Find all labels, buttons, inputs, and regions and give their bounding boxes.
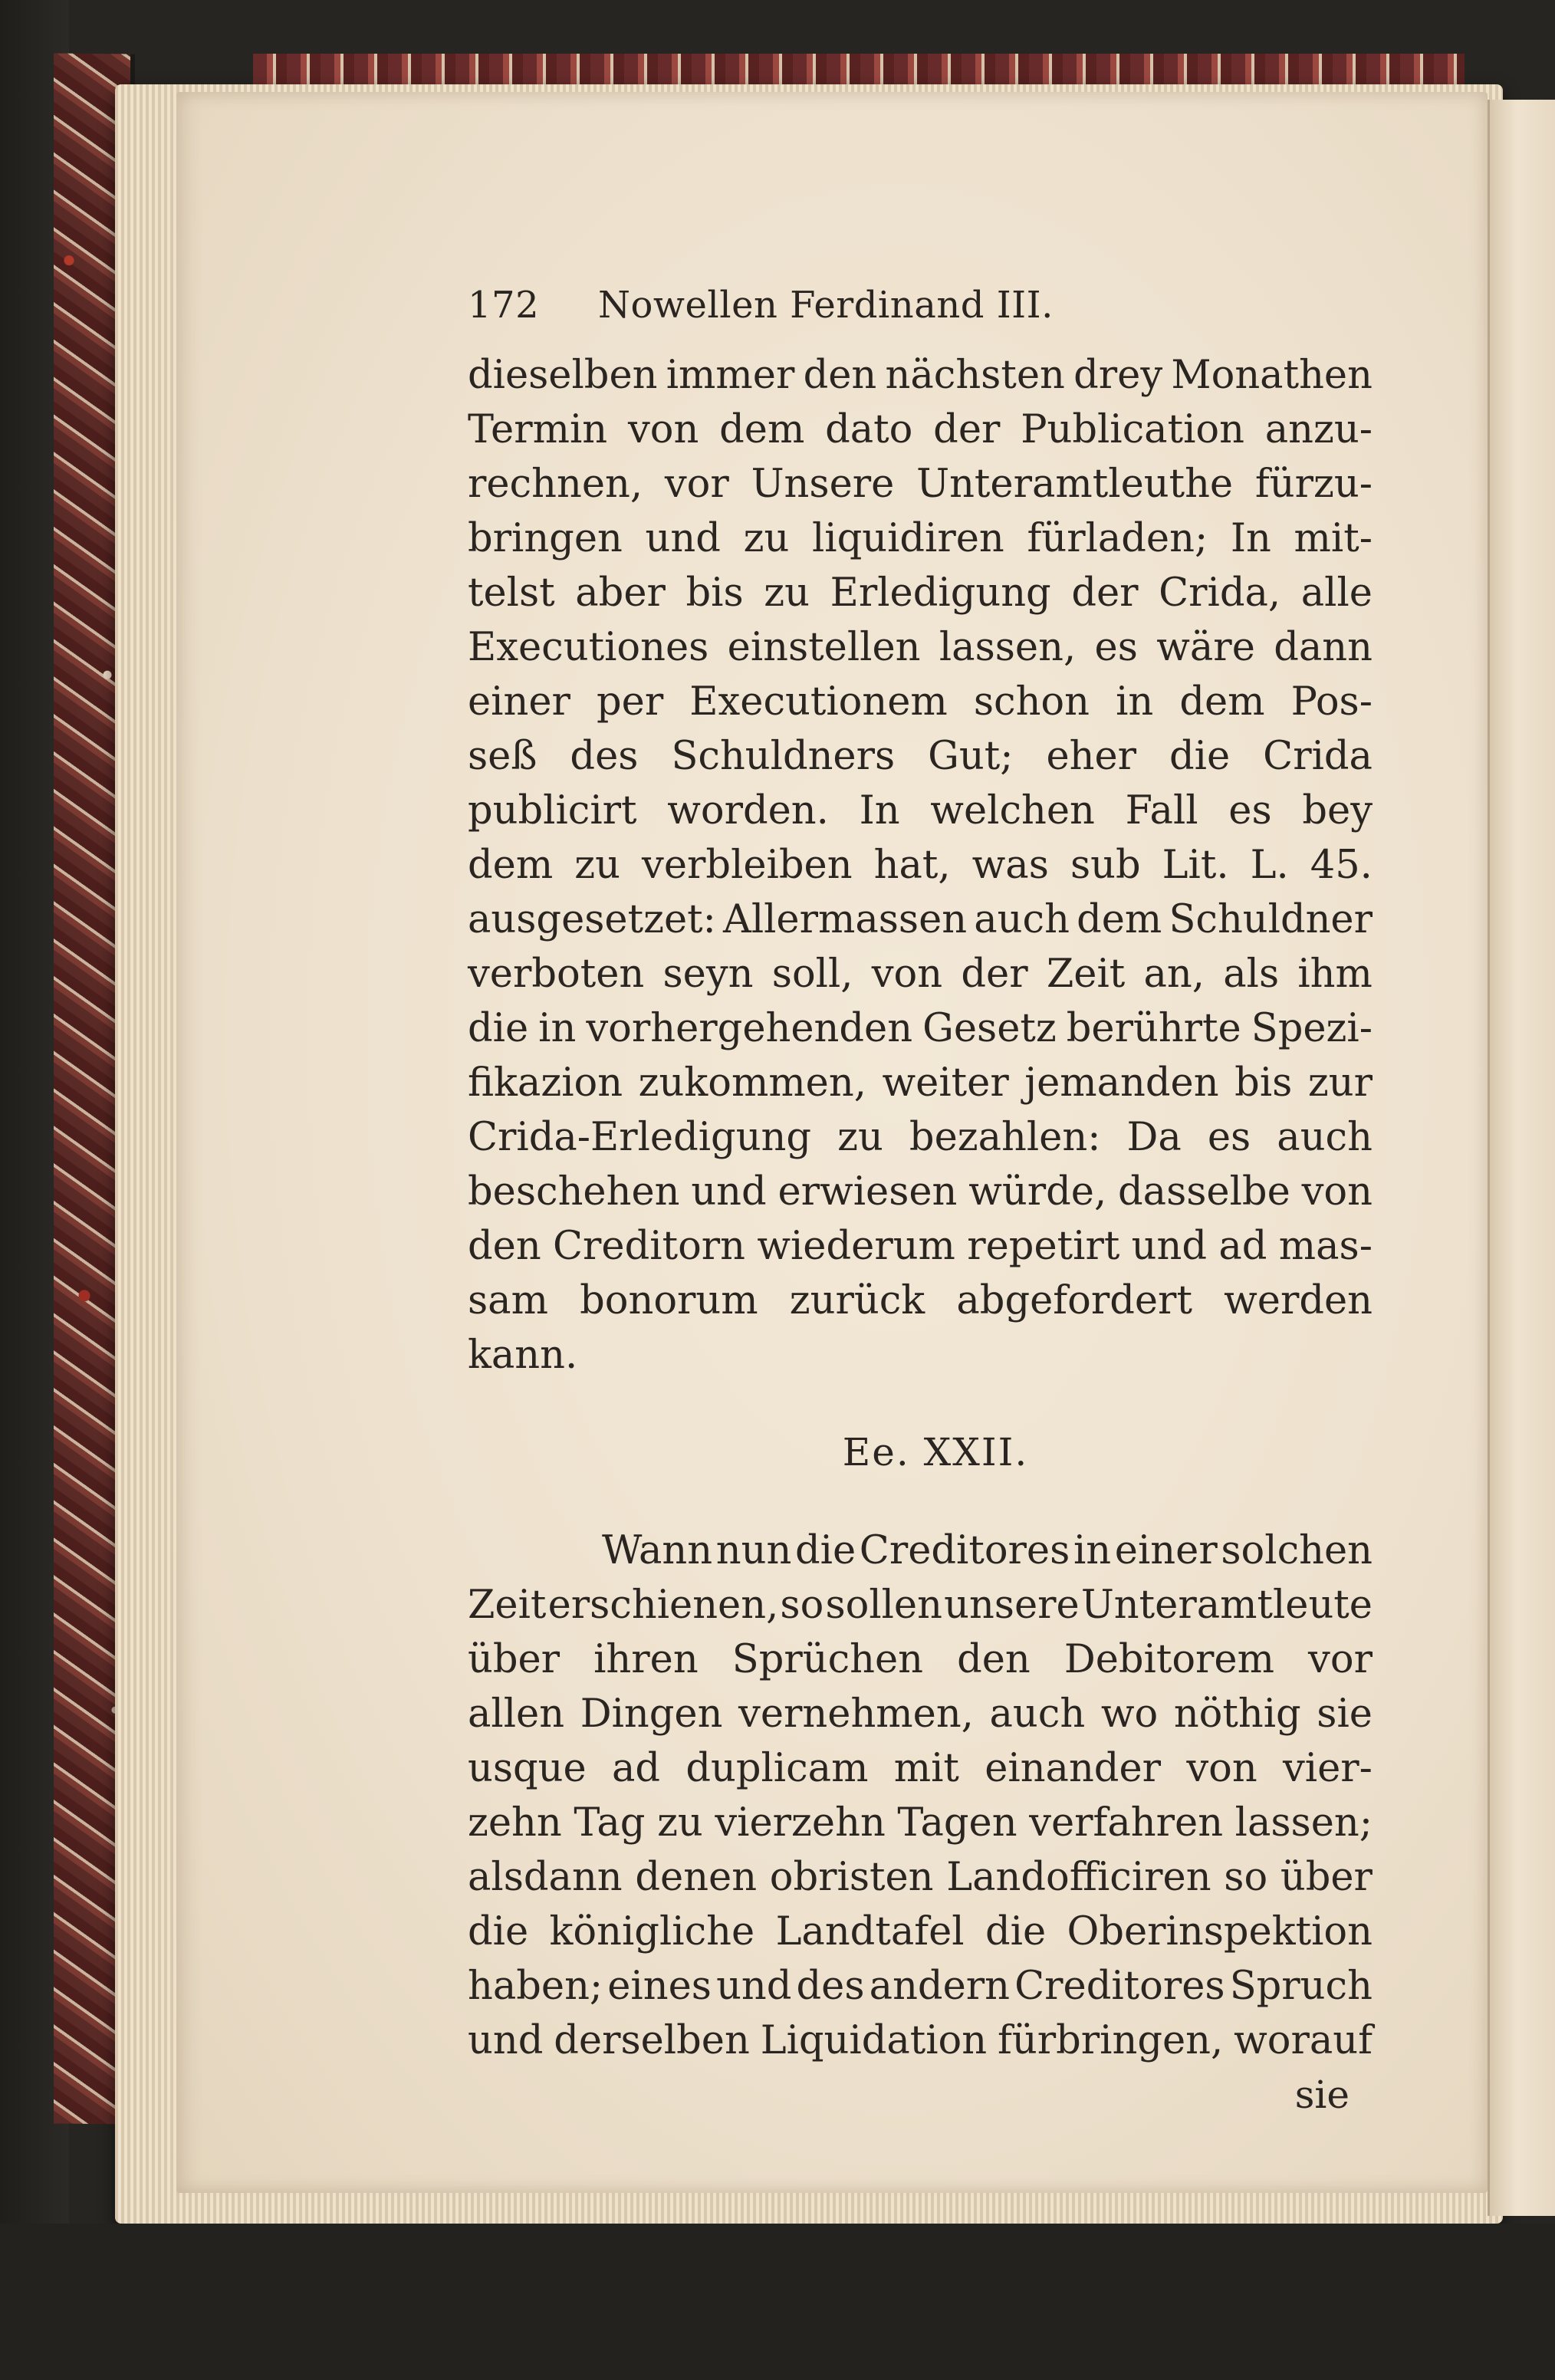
- word: Creditores: [1014, 1964, 1225, 2009]
- word: des: [570, 734, 639, 779]
- word: fürladen;: [1027, 516, 1208, 561]
- word: in: [1116, 679, 1154, 725]
- word: vorhergehenden: [586, 1006, 913, 1051]
- word: liquidiren: [811, 516, 1004, 561]
- word: Unsere: [751, 462, 895, 507]
- word: auch: [974, 897, 1070, 942]
- word: telst: [468, 570, 555, 616]
- word: andern: [869, 1964, 1010, 2009]
- word: als: [1223, 952, 1280, 997]
- word: allen: [468, 1691, 565, 1737]
- word: abgefordert: [956, 1278, 1192, 1323]
- word: in: [538, 1006, 577, 1051]
- word: Lit.: [1162, 843, 1229, 888]
- word: dem: [1179, 679, 1265, 725]
- word: Crida: [1263, 734, 1373, 779]
- word: verbleiben: [642, 843, 853, 888]
- word: L.: [1250, 843, 1289, 888]
- word: vor: [664, 462, 729, 507]
- word: Fall: [1125, 788, 1198, 833]
- word: wiederum: [757, 1224, 955, 1269]
- word: zu: [764, 570, 810, 616]
- word: jemanden: [1024, 1060, 1219, 1106]
- word: dem: [719, 407, 805, 452]
- word: denen: [635, 1855, 758, 1900]
- word: und: [1131, 1224, 1208, 1269]
- word: Tagen: [897, 1800, 1017, 1846]
- word: ausgesetzet:: [468, 897, 716, 942]
- word: ihren: [593, 1637, 699, 1682]
- word: ad: [1218, 1224, 1267, 1269]
- word: es: [1228, 788, 1272, 833]
- word: Creditores: [859, 1528, 1070, 1573]
- word: die: [468, 1909, 529, 1954]
- word: den: [957, 1637, 1031, 1682]
- word: wo: [1100, 1691, 1159, 1737]
- word: und: [691, 1169, 767, 1215]
- word: bey: [1302, 788, 1373, 833]
- word: Publication: [1021, 407, 1244, 452]
- text-line: [468, 1741, 1373, 1796]
- text-line: [468, 1001, 1373, 1056]
- text-line: [468, 1219, 1373, 1274]
- word: es: [1094, 625, 1138, 670]
- word: nöthig: [1173, 1691, 1301, 1737]
- word: was: [971, 843, 1049, 888]
- word: vor: [1308, 1637, 1373, 1682]
- word: bonorum: [580, 1278, 758, 1323]
- word: sub: [1070, 843, 1141, 888]
- word: des: [796, 1964, 865, 2009]
- word: kann.: [468, 1333, 578, 1378]
- text-line: [468, 620, 1373, 675]
- word: Spruch: [1229, 1964, 1373, 2009]
- text-line: [468, 511, 1373, 566]
- word: vier-: [1283, 1746, 1373, 1791]
- word: dem: [468, 843, 554, 888]
- text-line: [468, 947, 1373, 1001]
- word: Oberinspektion: [1067, 1909, 1373, 1954]
- word: königliche: [549, 1909, 755, 1954]
- word: zurück: [789, 1278, 925, 1323]
- word: Schuldner: [1169, 897, 1373, 942]
- word: obristen: [769, 1855, 934, 1900]
- word: Gesetz: [922, 1006, 1057, 1051]
- word: die: [794, 1528, 856, 1573]
- word: Zeit: [468, 1583, 547, 1628]
- word: und: [645, 516, 721, 561]
- text-line: [468, 2013, 1373, 2068]
- word: von: [1186, 1746, 1257, 1791]
- word: seß: [468, 734, 538, 779]
- page-number: 172: [468, 284, 540, 327]
- word: Dingen: [580, 1691, 723, 1737]
- text-line: [468, 1796, 1373, 1850]
- text-line: [468, 729, 1373, 784]
- word: auch: [989, 1691, 1086, 1737]
- word: sollen: [825, 1583, 942, 1628]
- dark-background-bottom: [0, 2224, 1555, 2380]
- word: über: [468, 1637, 561, 1682]
- word: fikazion: [468, 1060, 623, 1106]
- word: bis: [685, 570, 744, 616]
- word: alsdann: [468, 1855, 623, 1900]
- paragraph-1: [468, 348, 1373, 1382]
- word: wäre: [1156, 625, 1255, 670]
- word: dieselben: [468, 353, 658, 398]
- word: Creditorn: [553, 1224, 745, 1269]
- word: dasselbe: [1118, 1169, 1290, 1215]
- word: der: [1071, 570, 1139, 616]
- word: lassen,: [939, 625, 1077, 670]
- word: zu: [657, 1800, 703, 1846]
- word: Unteramtleuthe: [916, 462, 1234, 507]
- text-line: [468, 1850, 1373, 1905]
- word: dato: [825, 407, 913, 452]
- word: von: [1301, 1169, 1373, 1215]
- word: weiter: [882, 1060, 1009, 1106]
- facing-page-edge: [1488, 100, 1555, 2216]
- word: worden.: [667, 788, 829, 833]
- word: eher: [1046, 734, 1137, 779]
- word: Erledigung: [830, 570, 1051, 616]
- page-text: [468, 284, 1373, 2122]
- text-line: [468, 838, 1373, 893]
- text-line: [468, 1056, 1373, 1110]
- word: mas-: [1278, 1224, 1373, 1269]
- word: würde,: [968, 1169, 1107, 1215]
- word: duplicam: [685, 1746, 869, 1791]
- word: einander: [985, 1746, 1162, 1791]
- word: nun: [715, 1528, 792, 1573]
- text-line: [468, 1274, 1373, 1328]
- text-line: [468, 1328, 1373, 1382]
- word: den: [803, 353, 877, 398]
- word: worauf: [1234, 2018, 1373, 2063]
- word: alle: [1300, 570, 1373, 616]
- word: von: [871, 952, 943, 997]
- word: Sprüchen: [731, 1637, 924, 1682]
- word: Spezi-: [1251, 1006, 1373, 1051]
- word: erwiesen: [778, 1169, 958, 1215]
- word: rechnen,: [468, 462, 643, 507]
- word: nächsten: [885, 353, 1065, 398]
- word: usque: [468, 1746, 587, 1791]
- word: Termin: [468, 407, 608, 452]
- catchword: sie: [1294, 2073, 1350, 2117]
- word: zu: [837, 1115, 883, 1160]
- text-line: [468, 457, 1373, 511]
- word: Allermassen: [722, 897, 968, 942]
- word: Tag: [574, 1800, 646, 1846]
- word: ad: [612, 1746, 661, 1791]
- word: mit-: [1294, 516, 1373, 561]
- text-line: [468, 1578, 1373, 1632]
- word: Zeit: [1046, 952, 1126, 997]
- text-line: [468, 1165, 1373, 1219]
- word: Executionem: [689, 679, 948, 725]
- word: drey: [1073, 353, 1163, 398]
- text-line: [468, 1687, 1373, 1741]
- word: hat,: [873, 843, 951, 888]
- word: werden: [1224, 1278, 1373, 1323]
- text-line: [468, 1524, 1373, 1578]
- word: In: [859, 788, 900, 833]
- word: einer: [468, 679, 570, 725]
- text-line: [468, 1905, 1373, 1959]
- word: fürzu-: [1254, 462, 1373, 507]
- word: erschienen,: [547, 1583, 779, 1628]
- word: schon: [973, 679, 1090, 725]
- word: bringen: [468, 516, 623, 561]
- word: von: [627, 407, 699, 452]
- word: derselben: [554, 2018, 750, 2063]
- word: immer: [666, 353, 795, 398]
- word: verboten: [468, 952, 645, 997]
- word: der: [933, 407, 1001, 452]
- word: sam: [468, 1278, 548, 1323]
- word: solchen: [1221, 1528, 1373, 1573]
- word: mit: [893, 1746, 959, 1791]
- word: publicirt: [468, 788, 637, 833]
- word: haben;: [468, 1964, 603, 2009]
- word: Pos-: [1290, 679, 1373, 725]
- word: per: [596, 679, 664, 725]
- word: repetirt: [967, 1224, 1120, 1269]
- word: bezahlen:: [909, 1115, 1101, 1160]
- word: unsere: [944, 1583, 1080, 1628]
- text-line: [468, 893, 1373, 947]
- word: zehn: [468, 1800, 562, 1846]
- text-line: [468, 784, 1373, 838]
- word: beschehen: [468, 1169, 680, 1215]
- word: Wann: [602, 1528, 713, 1573]
- word: den: [468, 1224, 541, 1269]
- word: eines: [607, 1964, 712, 2009]
- text-line: [468, 348, 1373, 403]
- running-head: Nowellen Ferdinand III.: [598, 284, 1054, 327]
- word: vernehmen,: [738, 1691, 974, 1737]
- word: Landtafel: [775, 1909, 965, 1954]
- word: verfahren: [1029, 1800, 1224, 1846]
- word: zu: [743, 516, 790, 561]
- word: aber: [575, 570, 666, 616]
- word: anzu-: [1264, 407, 1373, 452]
- text-line: [468, 1110, 1373, 1165]
- word: so: [1224, 1855, 1268, 1900]
- word: die: [1169, 734, 1231, 779]
- word: über: [1280, 1855, 1373, 1900]
- word: Da: [1126, 1115, 1182, 1160]
- word: In: [1230, 516, 1271, 561]
- word: 45.: [1310, 843, 1373, 888]
- word: Gut;: [928, 734, 1014, 779]
- word: Executiones: [468, 625, 709, 670]
- word: Monathen: [1171, 353, 1373, 398]
- word: welchen: [930, 788, 1095, 833]
- word: zur: [1307, 1060, 1373, 1106]
- paragraph-2: [468, 1524, 1373, 2068]
- word: Liquidation: [760, 2018, 988, 2063]
- word: fürbringen,: [998, 2018, 1224, 2063]
- word: einer: [1114, 1528, 1218, 1573]
- text-line: [468, 1632, 1373, 1687]
- word: Unteramtleute: [1080, 1583, 1373, 1628]
- word: Debitorem: [1064, 1637, 1274, 1682]
- word: berührte: [1066, 1006, 1241, 1051]
- word: zu: [574, 843, 620, 888]
- word: und: [468, 2018, 544, 2063]
- word: Landofficiren: [946, 1855, 1211, 1900]
- word: auch: [1277, 1115, 1373, 1160]
- word: die: [985, 1909, 1047, 1954]
- word: sie: [1317, 1691, 1373, 1737]
- text-line: [468, 403, 1373, 457]
- word: seyn: [662, 952, 754, 997]
- word: Crida-Erledigung: [468, 1115, 812, 1160]
- word: in: [1073, 1528, 1112, 1573]
- text-line: [468, 566, 1373, 620]
- word: einstellen: [727, 625, 921, 670]
- word: es: [1207, 1115, 1251, 1160]
- word: Crida,: [1159, 570, 1281, 616]
- word: dann: [1274, 625, 1373, 670]
- word: der: [961, 952, 1028, 997]
- word: dem: [1077, 897, 1162, 942]
- word: bis: [1234, 1060, 1293, 1106]
- page-header: [468, 284, 1373, 337]
- word: die: [468, 1006, 529, 1051]
- word: Schuldners: [671, 734, 896, 779]
- word: an,: [1143, 952, 1205, 997]
- text-line: [468, 675, 1373, 729]
- word: soll,: [771, 952, 853, 997]
- word: zukommen,: [638, 1060, 866, 1106]
- word: und: [716, 1964, 792, 2009]
- word: ihm: [1297, 952, 1373, 997]
- word: lassen;: [1234, 1800, 1373, 1846]
- text-line: [468, 1959, 1373, 2013]
- section-heading: Ee. XXII.: [842, 1430, 1029, 1474]
- word: so: [780, 1583, 824, 1628]
- word: vierzehn: [715, 1800, 886, 1846]
